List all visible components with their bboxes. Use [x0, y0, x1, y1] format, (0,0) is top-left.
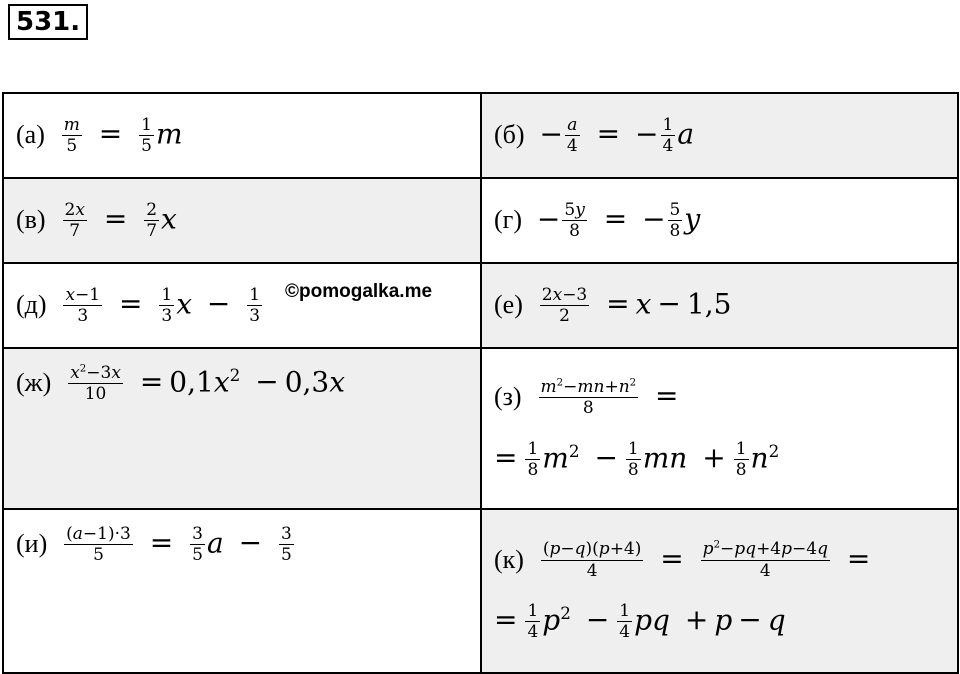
fraction: $\frac{1}{8}$	[527, 438, 539, 480]
label-i: (и)	[16, 529, 48, 559]
decimal-value: 0,3	[284, 365, 330, 399]
fraction: $\frac{1}{8}$	[627, 438, 639, 480]
cell-g: (г) − $\frac{5y}{8}$ = − $\frac{5}{8}$ y	[481, 178, 958, 263]
cell-i: (и) $\frac{(a-1)\cdot 3}{5}$ = $\frac{3}{5}$ a − $\frac{3}{5}$	[3, 509, 481, 673]
cell-d: (д) $\frac{x-1}{3}$ = $\frac{1}{3}$ x − $\frac{1}{3}$	[3, 263, 481, 348]
label-d: (д)	[16, 290, 47, 319]
cell-b: (б) − $\frac{a}{4}$ = − $\frac{1}{4}$ a	[481, 93, 958, 178]
cell-e: (е) $\frac{2x-3}{2}$ = x − 1,5	[481, 263, 958, 348]
fraction: $\frac{3}{5}$	[192, 524, 203, 566]
fraction: $\frac{m^2-mn+n^2}{8}$	[540, 376, 637, 419]
fraction: $\frac{2x}{7}$	[64, 199, 85, 241]
fraction: $\frac{1}{5}$	[141, 114, 152, 156]
fraction: $\frac{m}{5}$	[63, 114, 80, 156]
fraction: $\frac{(a-1)\cdot 3}{5}$	[66, 524, 131, 566]
fraction: $\frac{1}{3}$	[249, 284, 261, 326]
label-b: (б)	[494, 120, 525, 149]
fraction: $\frac{1}{4}$	[662, 114, 674, 156]
fraction: $\frac{1}{8}$	[735, 438, 747, 480]
cell-k: (к) $\frac{(p-q)(p+4)}{4}$ = $\frac{p^2-pq+4p-4q}{4}$ = = $\frac{1}{4}$ $p^2$ − $\frac{1}{4}$ pq + p − q	[481, 509, 958, 673]
fraction: $\frac{x^2-3x}{10}$	[70, 363, 121, 405]
label-zh: (ж)	[16, 368, 52, 398]
fraction: $\frac{5}{8}$	[669, 199, 681, 241]
cell-v: (в) $\frac{2x}{7}$ = $\frac{2}{7}$ x	[3, 178, 481, 263]
label-z: (з)	[494, 382, 522, 412]
cell-a: (а) $\frac{m}{5}$ = $\frac{1}{5}$ m	[3, 93, 481, 178]
fraction: $\frac{a}{4}$	[566, 114, 578, 156]
fraction: $\frac{p^2-pq+4p-4q}{4}$	[702, 539, 828, 581]
task-number: 531.	[8, 4, 88, 40]
cell-z: (з) $\frac{m^2-mn+n^2}{8}$ = = $\frac{1}{8}$ $m^2$ − $\frac{1}{8}$ mn + $\frac{1}{8}$ $n^2$	[481, 348, 958, 509]
equations-table	[2, 92, 959, 674]
fraction: $\frac{1}{3}$	[161, 284, 173, 326]
fraction: $\frac{1}{4}$	[527, 601, 539, 643]
watermark: ©pomogalka.me	[285, 281, 433, 302]
fraction: $\frac{3}{5}$	[280, 524, 292, 566]
label-v: (в)	[16, 205, 46, 234]
fraction: $\frac{2x-3}{2}$	[541, 284, 588, 326]
label-e: (е)	[494, 290, 523, 319]
decimal-value: 1,5	[686, 287, 732, 320]
decimal-value: 0,1	[169, 365, 214, 399]
fraction: $\frac{(p-q)(p+4)}{4}$	[542, 539, 642, 581]
cell-zh: (ж) $\frac{x^2-3x}{10}$ = $0,1x^2 - 0,3x$	[3, 348, 481, 509]
fraction: $\frac{5y}{8}$	[564, 199, 585, 241]
fraction: $\frac{x-1}{3}$	[65, 284, 101, 326]
label-g: (г)	[494, 205, 522, 234]
fraction: $\frac{1}{4}$	[619, 601, 631, 643]
label-k: (к)	[494, 544, 524, 574]
label-a: (а)	[16, 120, 45, 149]
fraction: $\frac{2}{7}$	[146, 199, 158, 241]
